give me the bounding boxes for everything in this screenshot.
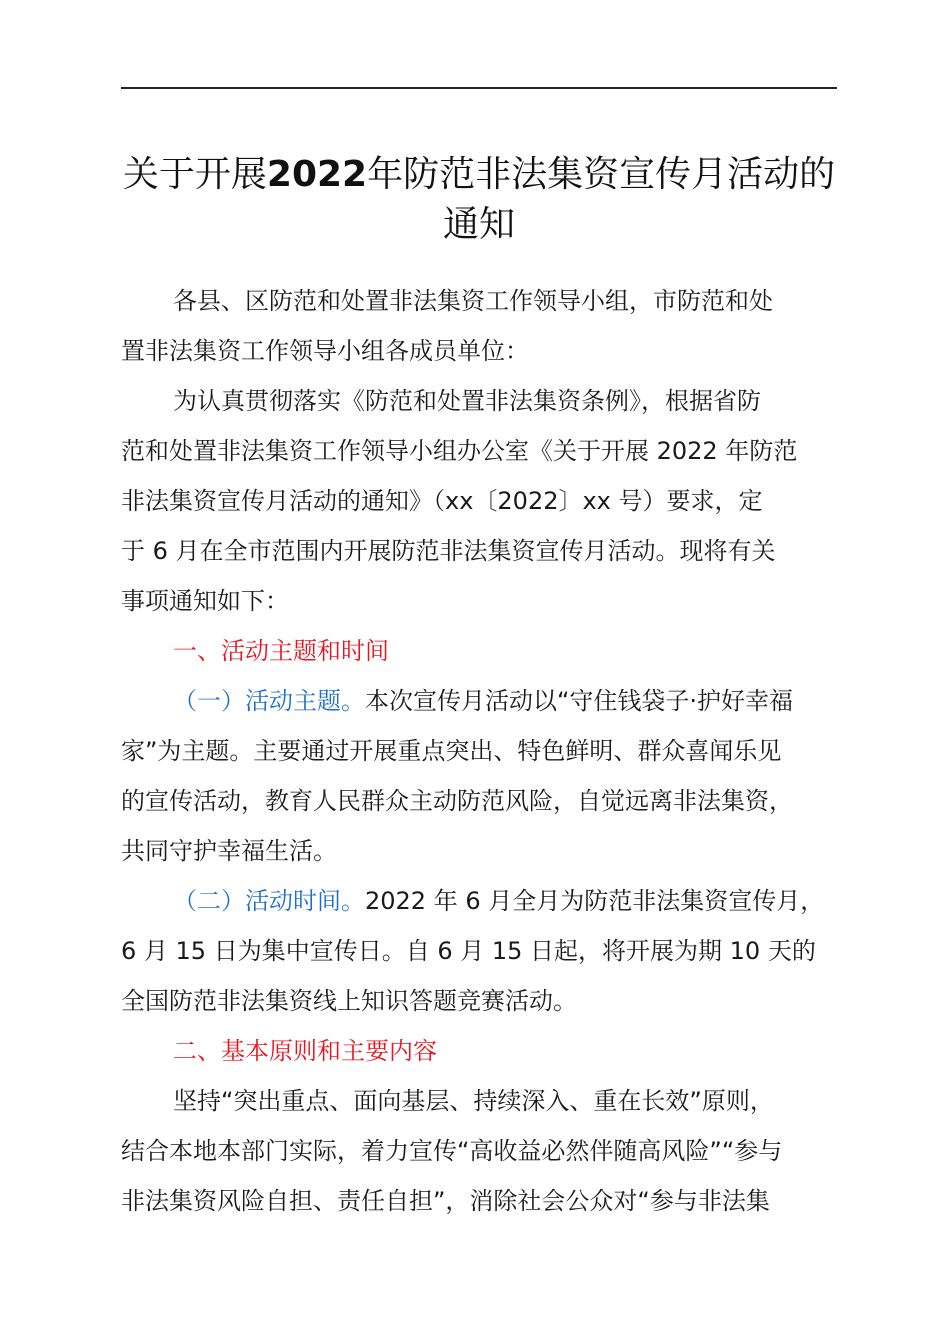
header-rule — [121, 87, 837, 89]
paragraph-line: 共同守护幸福生活。 — [121, 837, 337, 865]
paragraph-line: 于 6 月在全市范围内开展防范非法集资宣传月活动。现将有关 — [121, 537, 776, 565]
section-heading-1: 一、活动主题和时间 — [173, 637, 389, 665]
paragraph-line: 范和处置非法集资工作领导小组办公室《关于开展 2022 年防范 — [121, 437, 798, 465]
title-line-1 — [121, 150, 837, 200]
paragraph-line: 置非法集资工作领导小组各成员单位： — [121, 337, 529, 365]
paragraph-line: 6 月 15 日为集中宣传日。自 6 月 15 日起，将开展为期 10 天的 — [121, 937, 816, 965]
paragraph-line: 结合本地本部门实际，着力宣传“高收益必然伴随高风险”“参与 — [121, 1137, 783, 1165]
paragraph-line: 的宣传活动，教育人民群众主动防范风险，自觉远离非法集资， — [121, 787, 793, 815]
title-text: 年防范非法集资宣传月活动的 — [367, 154, 836, 195]
title-text: 关于开展 — [122, 154, 267, 195]
paragraph-line: 非法集资风险自担、责任自担”，消除社会公众对“参与非法集 — [121, 1187, 770, 1215]
paragraph-line: 非法集资宣传月活动的通知》（xx〔2022〕xx 号）要求，定 — [121, 487, 763, 515]
paragraph-line: 为认真贯彻落实《防范和处置非法集资条例》，根据省防 — [173, 387, 761, 415]
paragraph-line: 各县、区防范和处置非法集资工作领导小组，市防范和处 — [173, 287, 773, 315]
paragraph-line — [121, 876, 841, 926]
subsection-heading-2: （二）活动时间。 — [173, 887, 365, 915]
title-line-2: 通知 — [442, 204, 515, 245]
paragraph-line — [121, 676, 841, 726]
paragraph-text: 2022 年 6 月全月为防范非法集资宣传月， — [365, 887, 825, 915]
paragraph-line: 全国防范非法集资线上知识答题竞赛活动。 — [121, 987, 577, 1015]
paragraph-line: 家”为主题。主要通过开展重点突出、特色鲜明、群众喜闻乐见 — [121, 737, 782, 765]
document-title — [121, 150, 837, 250]
document-body — [121, 276, 841, 1226]
title-year: 2022 — [266, 154, 368, 195]
paragraph-line: 坚持“突出重点、面向基层、持续深入、重在长效”原则， — [173, 1087, 774, 1115]
subsection-heading-1: （一）活动主题。 — [173, 687, 365, 715]
section-heading-2: 二、基本原则和主要内容 — [173, 1037, 437, 1065]
paragraph-text: 本次宣传月活动以“守住钱袋子·护好幸福 — [365, 687, 794, 715]
paragraph-line: 事项通知如下： — [121, 587, 289, 615]
